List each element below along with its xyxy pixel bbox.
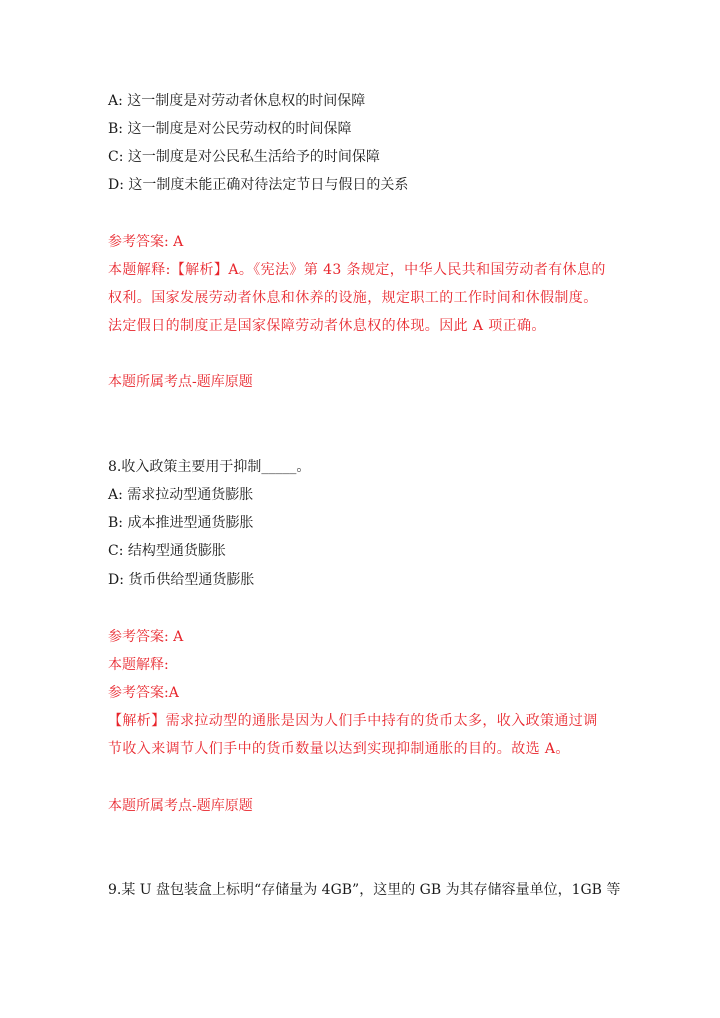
- q8-option-b: B: 成本推进型通货膨胀: [108, 515, 254, 531]
- q7-explanation-line-1: 本题解释:【解析】A。《宪法》第 43 条规定，中华人民共和国劳动者有休息的: [108, 262, 606, 278]
- q9-question: 9.某 U 盘包装盒上标明“存储量为 4GB”，这里的 GB 为其存储容量单位，1GB 等: [108, 882, 621, 898]
- q7-explanation-line-2: 权利。国家发展劳动者休息和休养的设施，规定职工的工作时间和休假制度。: [108, 290, 598, 306]
- q8-explanation-label: 本题解释:: [108, 657, 169, 673]
- q8-explanation-line-2: 节收入来调节人们手中的货币数量以达到实现抑制通胀的目的。故选 A。: [108, 741, 570, 757]
- q8-explanation-line-1: 【解析】需求拉动型的通胀是因为人们手中持有的货币太多，收入政策通过调: [108, 713, 598, 729]
- q8-option-a: A: 需求拉动型通货膨胀: [108, 487, 254, 503]
- q7-option-d: D: 这一制度未能正确对待法定节日与假日的关系: [108, 177, 409, 193]
- q7-source: 本题所属考点-题库原题: [108, 374, 253, 390]
- q8-option-d: D: 货币供给型通货膨胀: [108, 572, 255, 588]
- q8-source: 本题所属考点-题库原题: [108, 798, 253, 814]
- q8-answer: 参考答案: A: [108, 629, 184, 645]
- q8-answer-repeat: 参考答案:A: [108, 685, 179, 701]
- q7-option-b: B: 这一制度是对公民劳动权的时间保障: [108, 121, 352, 137]
- q7-option-c: C: 这一制度是对公民私生活给予的时间保障: [108, 149, 380, 165]
- q7-answer: 参考答案: A: [108, 234, 184, 250]
- q7-option-a: A: 这一制度是对劳动者休息权的时间保障: [108, 93, 366, 109]
- q8-option-c: C: 结构型通货膨胀: [108, 543, 226, 559]
- q7-explanation-line-3: 法定假日的制度正是国家保障劳动者休息权的体现。因此 A 项正确。: [108, 318, 546, 334]
- q8-question: 8.收入政策主要用于抑制_____。: [108, 459, 311, 475]
